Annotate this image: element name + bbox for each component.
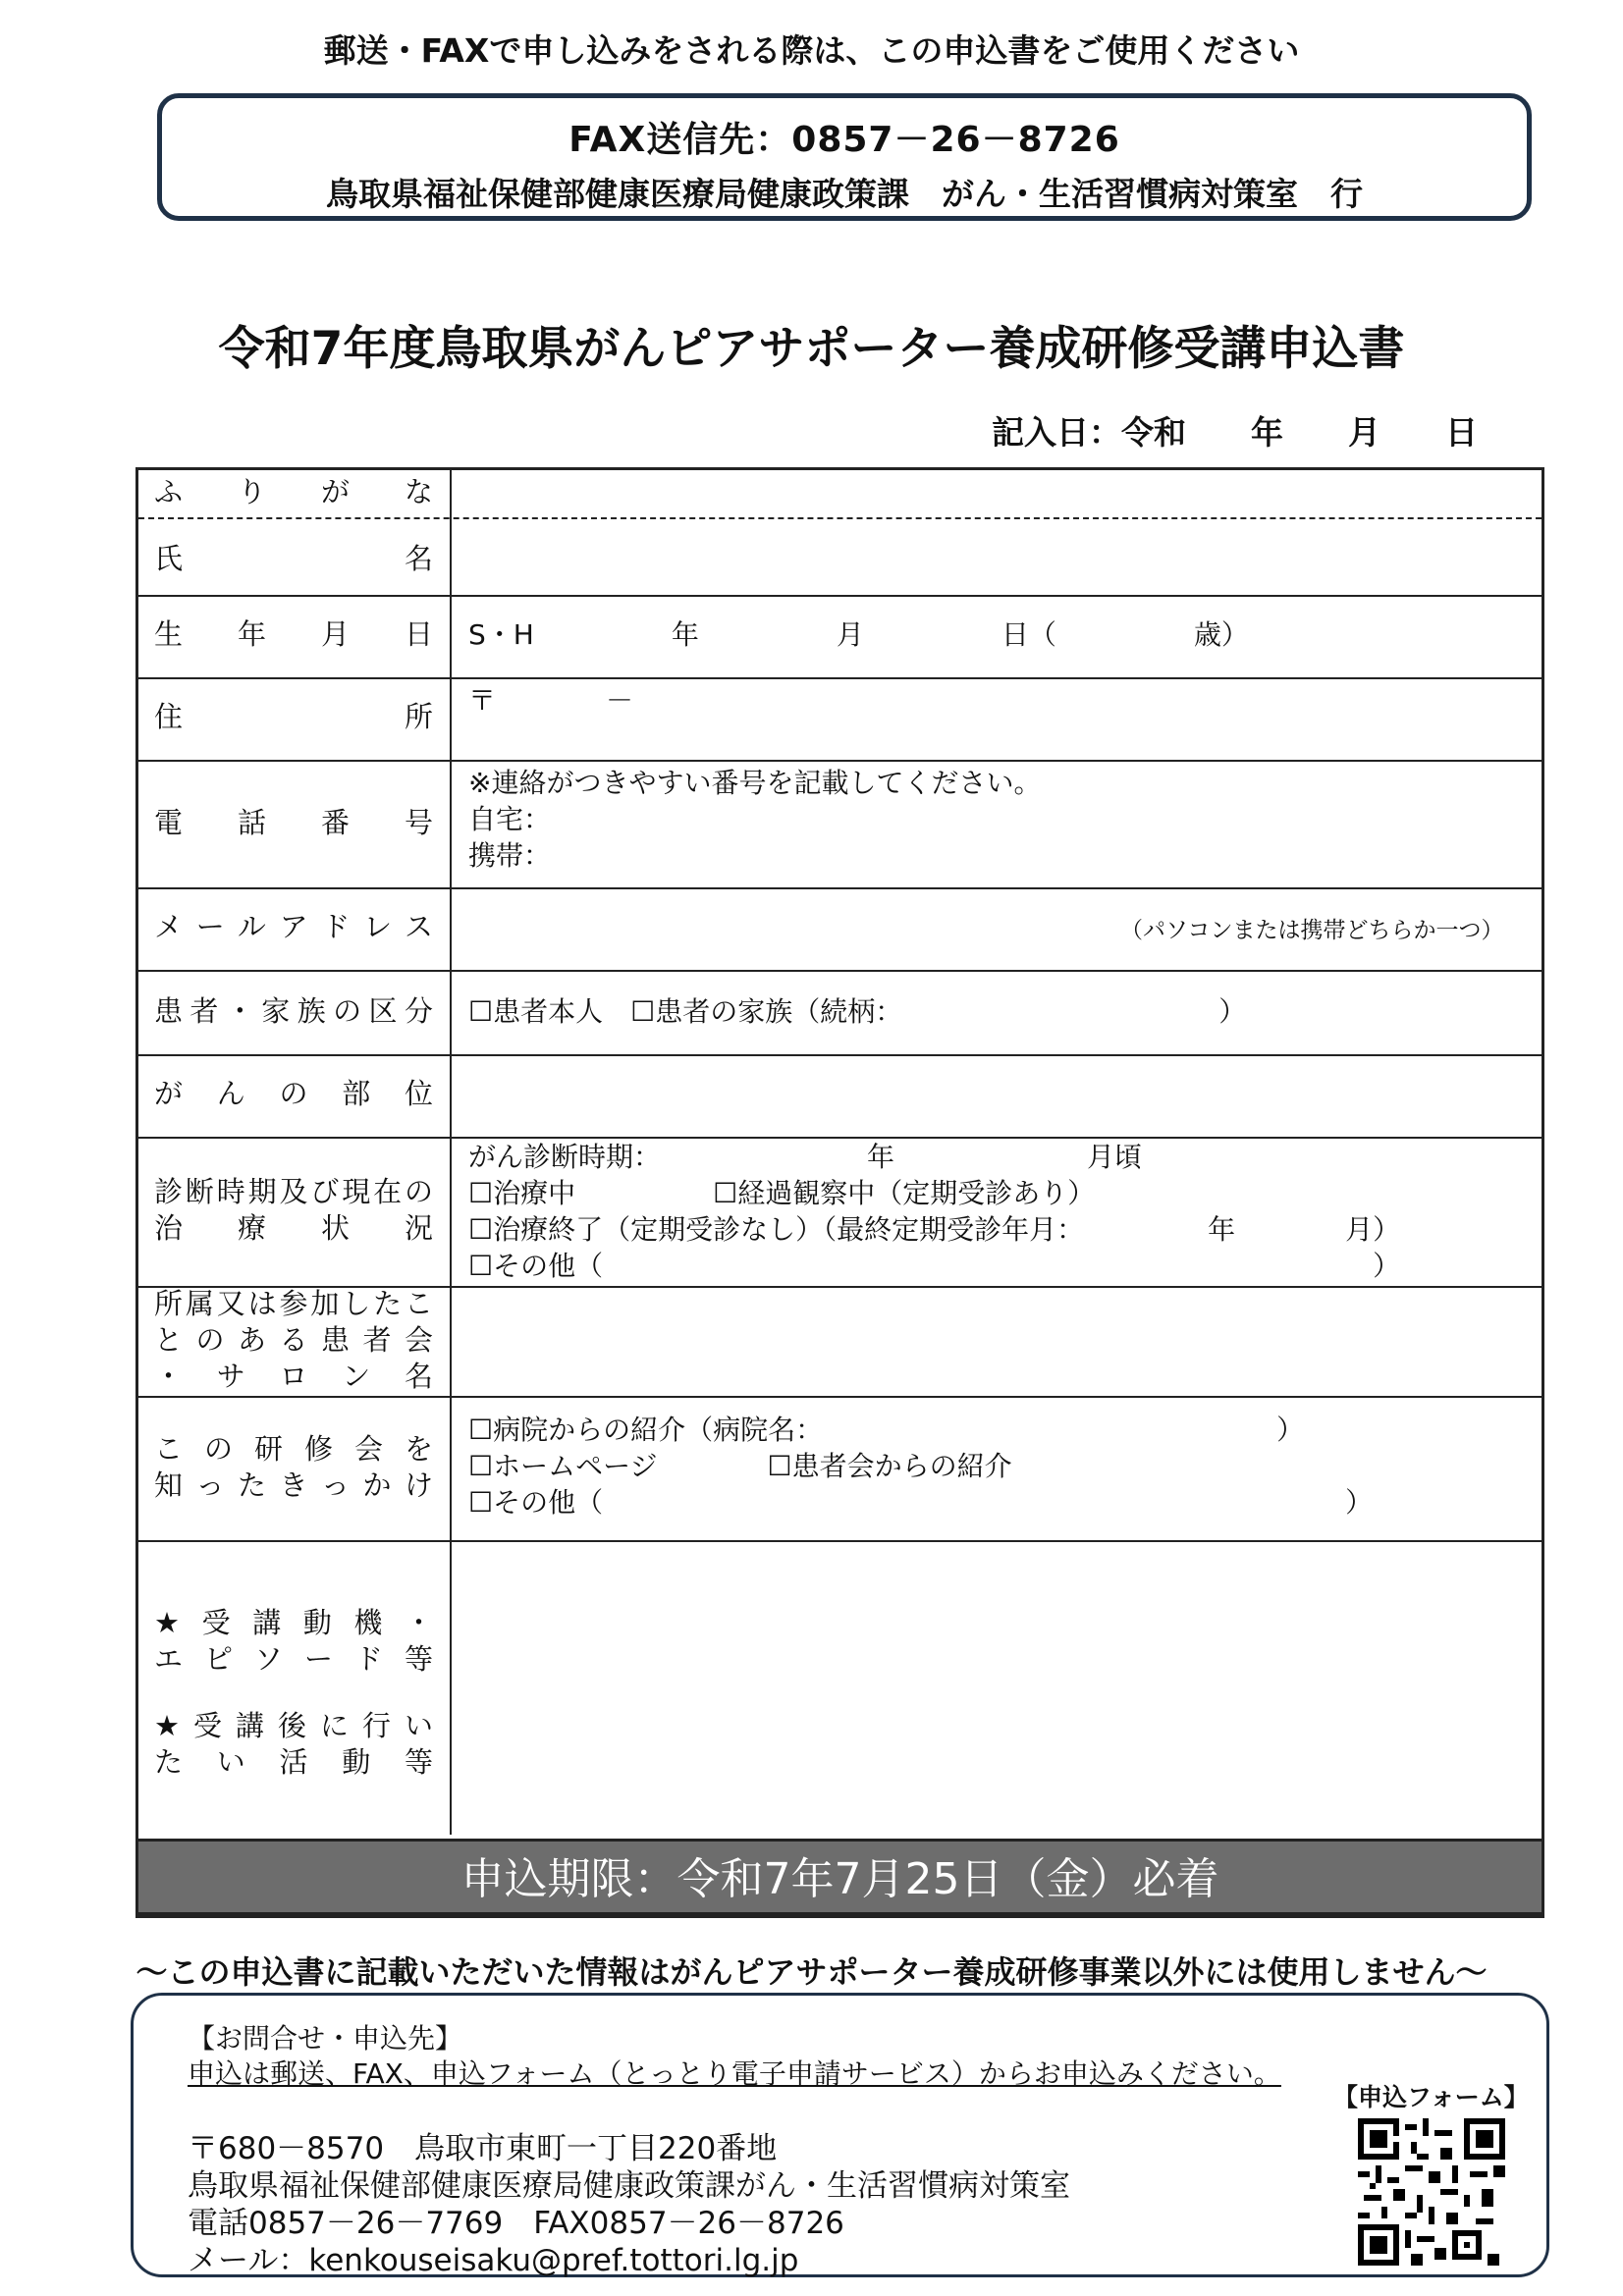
application-form-table — [135, 467, 1544, 1918]
contact-address: 〒680－8570 鳥取市東町一丁目220番地 — [188, 2131, 778, 2166]
group-label-3: ・サロン名 — [154, 1360, 435, 1393]
birth-label: 生年月日 — [154, 617, 435, 651]
furigana-label: ふりがな — [154, 475, 435, 508]
birth-row[interactable] — [138, 595, 1542, 679]
address-row[interactable] — [138, 677, 1542, 762]
cancer-site-row[interactable] — [138, 1054, 1542, 1139]
category-label: 患者・家族の区分 — [154, 994, 435, 1028]
application-form-label: 【申込フォーム】 — [1333, 2083, 1529, 2111]
address-label: 住所 — [154, 700, 435, 733]
privacy-notice: ～この申込書に記載いただいた情報はがんピアサポーター養成研修事業以外には使用しません～ — [135, 1953, 1488, 1991]
contact-phone-fax: 電話0857－26－7769 FAX0857－26－8726 — [188, 2206, 844, 2241]
contact-email: メール：kenkouseisaku@pref.tottori.lg.jp — [188, 2243, 799, 2278]
diagnosis-row[interactable] — [138, 1137, 1542, 1288]
group-label-2: とのある患者会 — [154, 1323, 435, 1357]
diagnosis-label-1: 診断時期及び現在の — [154, 1175, 435, 1208]
email-label: メールアドレス — [154, 910, 435, 943]
name-row — [138, 470, 1542, 597]
fax-number: FAX送信先：0857－26－8726 — [568, 120, 1120, 160]
postal-code-field: 〒 － — [468, 684, 634, 717]
diagnosis-option-2: ☐治療終了（定期受診なし）（最終定期受診年月： 年 月） — [468, 1213, 1401, 1246]
email-note: （パソコンまたは携帯どちらか一つ） — [1120, 918, 1504, 943]
phone-note: ※連絡がつきやすい番号を記載してください。 — [468, 767, 1042, 799]
motive-label-4: たい活動等 — [154, 1745, 435, 1779]
deadline-banner: 申込期限：令和7年7月25日（金）必着 — [135, 1839, 1544, 1915]
trigger-label-1: この研修会を — [154, 1432, 435, 1466]
diagnosis-label-2: 治療状況 — [154, 1211, 435, 1245]
diagnosis-option-1: ☐治療中 ☐経過観察中（定期受診あり） — [468, 1177, 1096, 1209]
contact-department: 鳥取県福祉保健部健康医療局健康政策課がん・生活習慣病対策室 — [188, 2168, 1070, 2204]
trigger-row[interactable] — [138, 1396, 1542, 1542]
category-row[interactable] — [138, 970, 1542, 1056]
phone-mobile: 携帯： — [468, 839, 552, 872]
qr-code-icon[interactable] — [1358, 2118, 1505, 2266]
phone-row[interactable] — [138, 760, 1542, 889]
fill-date: 記入日：令和 年 月 日 — [992, 413, 1478, 452]
page-title: 令和7年度鳥取県がんピアサポーター養成研修受講申込書 — [218, 322, 1405, 376]
phone-home: 自宅： — [468, 803, 552, 835]
application-method: 申込は郵送、FAX、申込フォーム（とっとり電子申請サービス）からお申込みください。 — [188, 2057, 1281, 2090]
trigger-label-2: 知ったきっかけ — [154, 1468, 435, 1502]
contact-box — [131, 1993, 1549, 2277]
cancer-site-label: がんの部位 — [154, 1077, 435, 1110]
contact-heading: 【お問合せ・申込先】 — [188, 2022, 463, 2055]
fax-destination-box — [157, 93, 1532, 221]
motive-label-3: ★受講後に行い — [154, 1709, 435, 1742]
name-label: 氏名 — [154, 542, 435, 575]
diagnosis-option-3: ☐その他（ ） — [468, 1250, 1401, 1282]
birth-value: S・H 年 月 日（ 歳） — [468, 618, 1249, 651]
trigger-option-2: ☐ホームページ ☐患者会からの紹介 — [468, 1450, 1012, 1482]
motive-label-2: エピソード等 — [154, 1642, 435, 1676]
patient-group-row[interactable] — [138, 1286, 1542, 1398]
email-row[interactable] — [138, 887, 1542, 972]
motive-row[interactable] — [138, 1540, 1542, 1835]
trigger-option-3: ☐その他（ ） — [468, 1486, 1374, 1519]
trigger-option-1: ☐病院からの紹介（病院名： ） — [468, 1414, 1305, 1446]
fax-department: 鳥取県福祉保健部健康医療局健康政策課 がん・生活習慣病対策室 行 — [326, 175, 1363, 213]
category-options: ☐患者本人 ☐患者の家族（続柄： ） — [468, 995, 1247, 1028]
group-label-1: 所属又は参加したこ — [154, 1287, 435, 1320]
motive-label-1: ★受講動機・ — [154, 1606, 435, 1639]
phone-label: 電話番号 — [154, 806, 435, 839]
mail-fax-notice: 郵送・FAXで申し込みをされる際は、この申込書をご使用ください — [323, 31, 1300, 70]
diagnosis-date: がん診断時期： 年 月頃 — [468, 1141, 1143, 1173]
